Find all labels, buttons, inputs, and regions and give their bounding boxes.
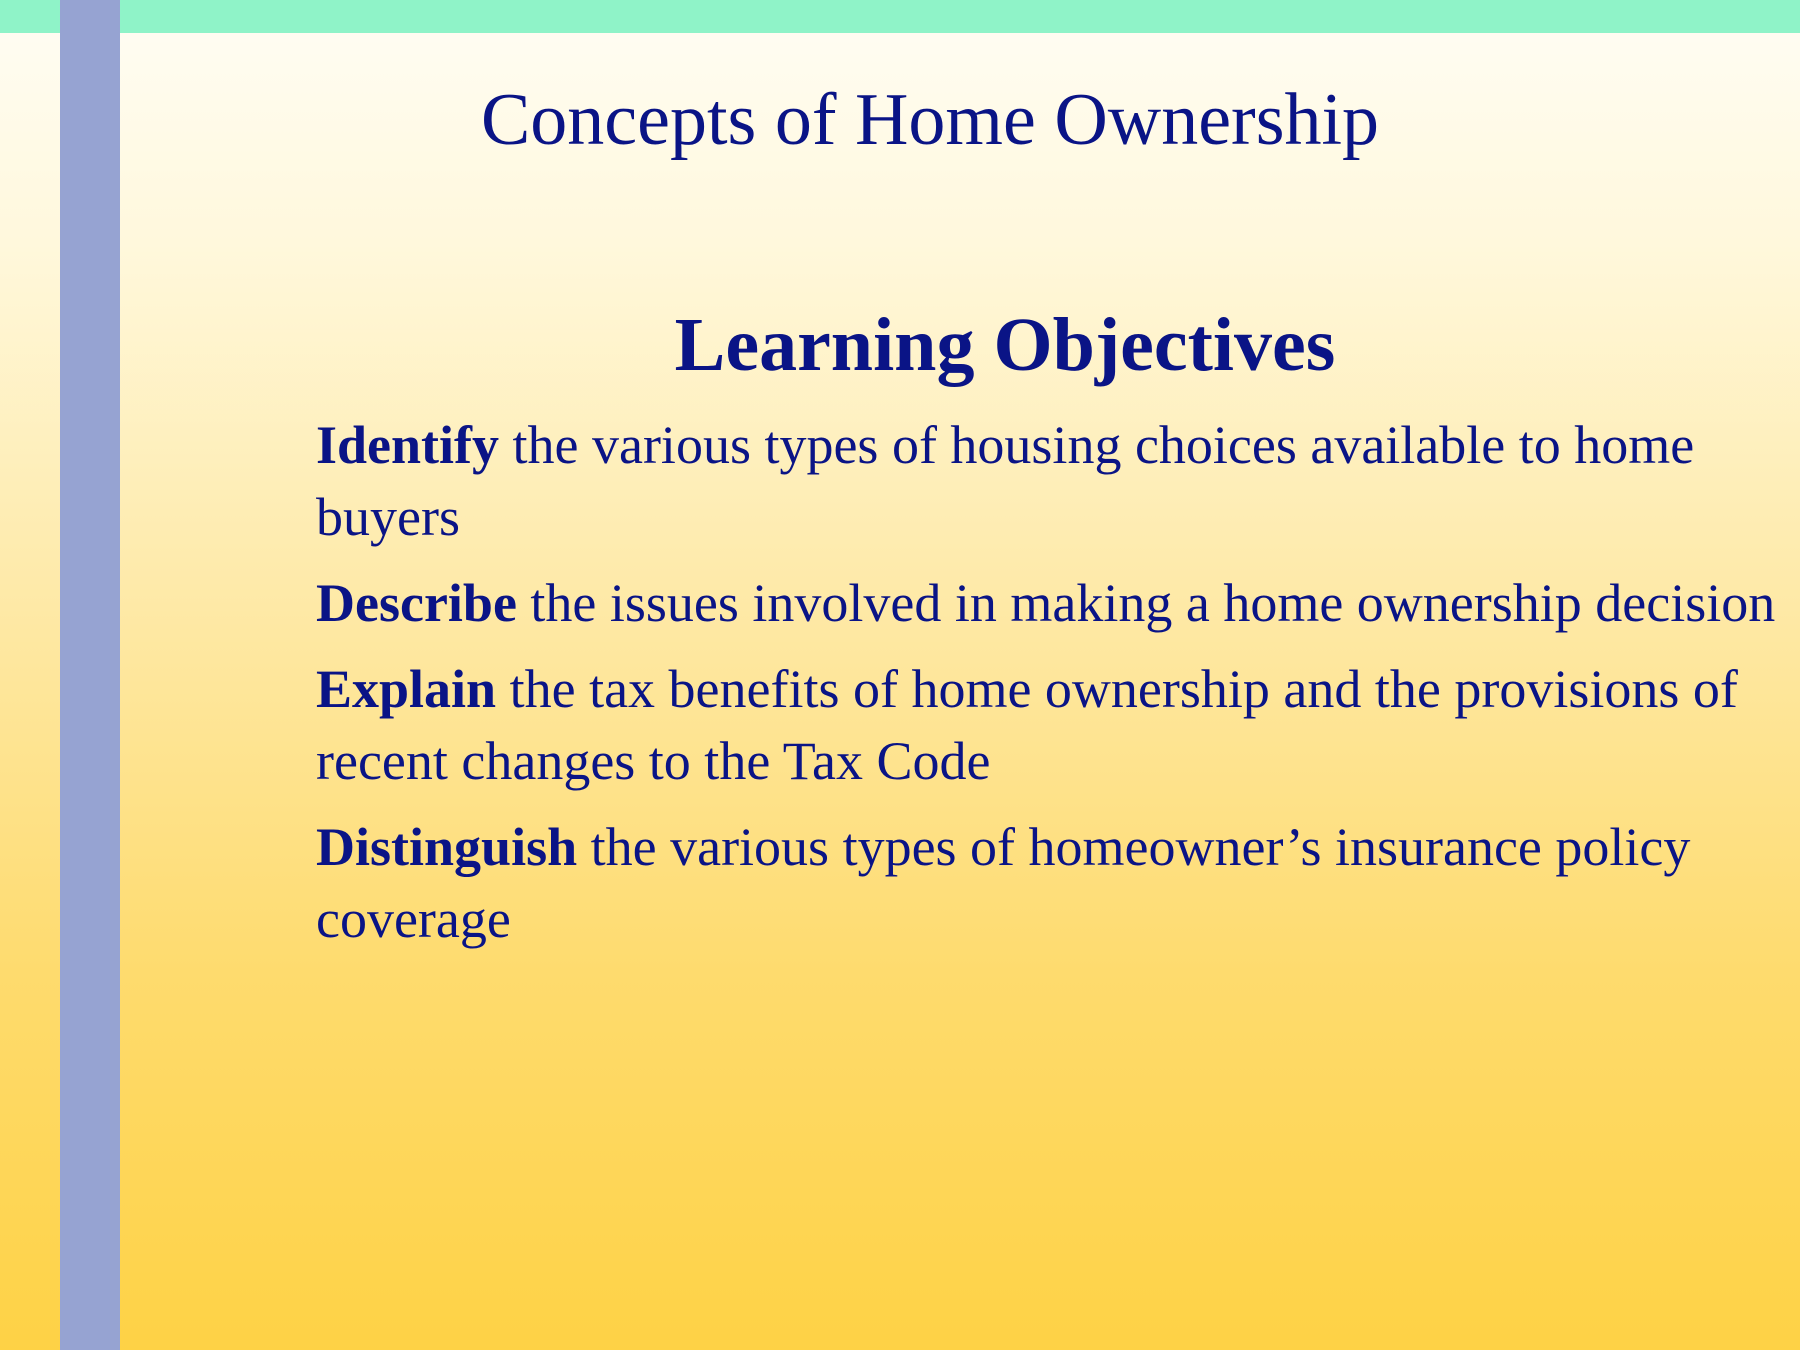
objective-item [316,409,1786,553]
objective-item [316,811,1786,955]
objectives-list [316,409,1786,969]
learning-objectives-heading: Learning Objectives [674,303,1336,387]
objective-item [316,567,1786,639]
objective-text: the various types of housing choices available to home buyers [316,415,1695,547]
objective-verb: Describe [316,573,517,633]
slide-title: Concepts of Home Ownership [480,79,1380,161]
top-accent-bar [0,0,1800,33]
objective-verb: Identify [316,415,500,475]
left-accent-bar [60,0,120,1350]
objective-item [316,653,1786,797]
objective-verb: Distinguish [316,817,578,877]
objective-text: the various types of homeowner’s insurance policy coverage [316,817,1691,949]
objective-text: the issues involved in making a home ownership decision [530,573,1776,633]
objective-verb: Explain [316,659,497,719]
objective-text: the tax benefits of home ownership and the provisions of recent changes to the Tax Code [316,659,1738,791]
